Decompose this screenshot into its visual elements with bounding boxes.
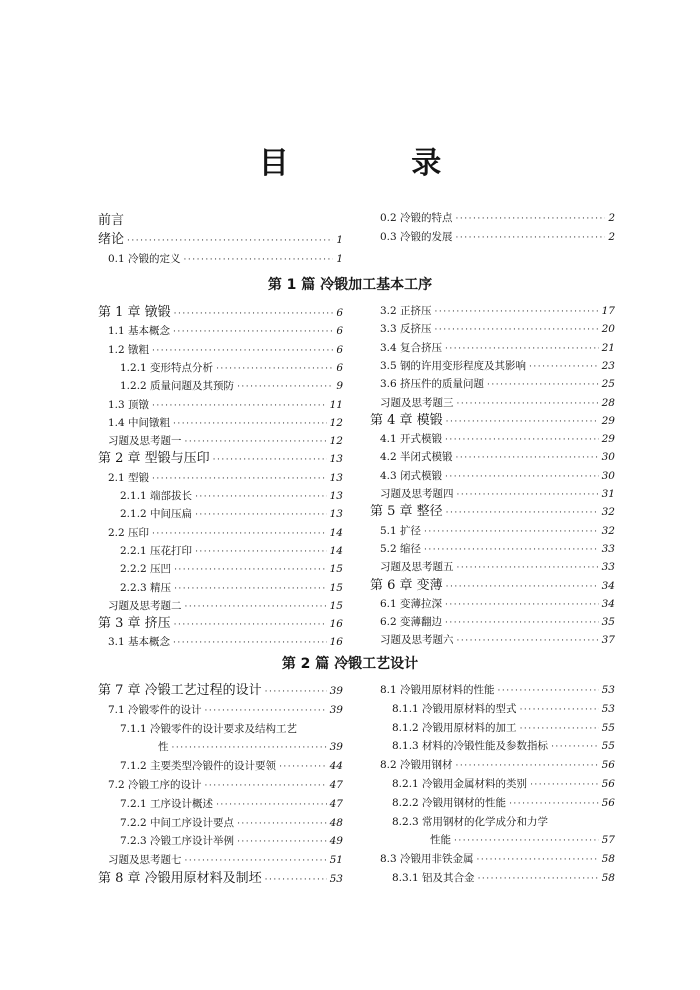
toc-chapter-entry [98, 452, 343, 467]
toc-entry [392, 721, 615, 736]
toc-entry-label: 8.1.1 冷锻用原材料的型式 [392, 702, 517, 715]
toc-entry [120, 581, 343, 596]
toc-entry-label: 2.2.3 精压 [120, 581, 172, 594]
toc-leader-dots [205, 779, 327, 793]
toc-leader-dots [195, 490, 327, 504]
toc-entry-label: 3.1 基本概念 [108, 636, 171, 649]
toc-page-number: 53 [601, 702, 615, 715]
toc-entry [108, 853, 343, 868]
toc-entry-label: 2.2.1 压花打印 [120, 544, 193, 557]
toc-entry [380, 230, 615, 245]
toc-leader-dots [152, 399, 327, 413]
toc-entry [380, 450, 615, 465]
toc-page-number: 56 [601, 778, 615, 790]
toc-leader-dots [279, 760, 327, 774]
toc-page-number: 33 [601, 542, 615, 555]
toc-page-number: 14 [329, 526, 343, 539]
toc-leader-dots [127, 234, 333, 248]
toc-page-number: 32 [601, 524, 615, 537]
toc-entry-label: 3.6 挤压件的质量问题 [380, 378, 485, 391]
toc-entry-label: 2.2.2 压凹 [120, 563, 172, 576]
toc-leader-dots [173, 325, 333, 339]
toc-page-number: 35 [601, 616, 615, 629]
toc-entry-label: 3.2 正挤压 [380, 305, 432, 317]
toc-entry [380, 359, 615, 374]
toc-page-number: 58 [601, 853, 615, 866]
toc-entry [380, 487, 615, 502]
toc-entry-label: 性能 [430, 834, 451, 847]
toc-entry [108, 526, 343, 541]
toc-chapter-entry [98, 617, 343, 632]
toc-entry-label: 习题及思考题三 [380, 396, 454, 409]
toc-leader-dots [445, 616, 599, 630]
toc-entry-label: 习题及思考题五 [380, 561, 454, 574]
toc-entry-label: 7.1.1 冷锻零件的设计要求及结构工艺 [120, 722, 298, 735]
toc-leader-dots [454, 834, 599, 848]
toc-entry-label: 2.2 压印 [108, 526, 150, 539]
toc-entry-label: 第 3 章 挤压 [98, 616, 171, 632]
toc-leader-dots [446, 415, 599, 429]
toc-leader-dots [551, 740, 599, 754]
toc-page-number: 15 [329, 599, 343, 612]
toc-chapter-entry [370, 414, 615, 429]
toc-page-number: 25 [601, 378, 615, 391]
toc-entry [108, 252, 343, 267]
toc-page-number: 37 [601, 634, 615, 647]
toc-leader-dots [174, 582, 327, 596]
toc-page-number: 16 [329, 636, 343, 649]
toc-leader-dots [152, 472, 327, 486]
toc-entry [108, 398, 343, 413]
toc-leader-dots [172, 741, 327, 755]
toc-page-number: 2 [608, 231, 615, 243]
toc-leader-dots [216, 362, 333, 376]
toc-page-number: 53 [601, 684, 615, 696]
toc-page-number: 53 [329, 873, 343, 885]
toc-page-number: 30 [601, 451, 615, 464]
toc-entry-label: 4.1 开式模锻 [380, 433, 443, 446]
toc-entry [380, 852, 615, 867]
toc-entry [380, 341, 615, 356]
toc-entry-label: 第 6 章 变薄 [370, 577, 443, 593]
toc-entry-label: 第 1 章 镦锻 [98, 305, 171, 320]
toc-chapter-entry [370, 579, 615, 594]
toc-page-number: 33 [601, 561, 615, 574]
toc-page-number: 49 [329, 835, 343, 848]
toc-leader-dots [173, 417, 327, 431]
toc-entry-label: 6.1 变薄拉深 [380, 597, 443, 610]
toc-entry [108, 778, 343, 793]
toc-leader-dots [530, 778, 599, 792]
toc-entry [120, 544, 343, 559]
toc-page-number: 44 [329, 760, 343, 773]
toc-entry [108, 599, 343, 614]
toc-leader-dots [174, 618, 327, 632]
toc-entry [120, 489, 343, 504]
toc-page-number: 20 [601, 323, 615, 336]
toc-entry-label: 绪论 [98, 232, 125, 247]
toc-leader-dots [265, 685, 327, 699]
toc-entry [380, 322, 615, 337]
toc-entry [380, 758, 615, 773]
toc-page-number: 11 [329, 398, 343, 411]
toc-leader-dots [173, 636, 327, 650]
toc-chapter-entry [98, 214, 343, 229]
toc-entry-label: 0.1 冷锻的定义 [108, 253, 181, 265]
toc-entry-label: 8.2.2 冷锻用钢材的性能 [392, 796, 507, 809]
toc-leader-dots [424, 543, 599, 557]
toc-page-number: 28 [601, 396, 615, 409]
toc-leader-dots [529, 360, 599, 374]
toc-entry-label: 0.2 冷锻的特点 [380, 212, 453, 224]
toc-page-number: 48 [329, 816, 343, 829]
toc-page-number: 47 [329, 797, 343, 810]
toc-page-number: 14 [329, 544, 343, 557]
toc-leader-dots [446, 580, 599, 594]
toc-page-number: 2 [608, 212, 615, 224]
toc-page-number: 31 [601, 488, 615, 500]
toc-entry [108, 471, 343, 486]
toc-leader-dots [445, 598, 599, 612]
toc-entry [108, 416, 343, 431]
toc-entry [392, 777, 615, 792]
toc-leader-dots [152, 527, 327, 541]
toc-entry [108, 434, 343, 449]
toc-page-number: 16 [329, 618, 343, 631]
toc-leader-dots [445, 342, 599, 356]
toc-leader-dots [237, 817, 327, 831]
toc-entry-label: 8.1 冷锻用原材料的性能 [380, 684, 495, 696]
toc-leader-dots [456, 212, 606, 226]
toc-chapter-entry [98, 233, 343, 248]
toc-leader-dots [509, 797, 599, 811]
toc-entry-label: 2.1 型锻 [108, 471, 150, 484]
toc-leader-dots [265, 873, 327, 887]
toc-page-number: 56 [601, 796, 615, 809]
toc-entry [380, 542, 615, 557]
toc-entry [392, 796, 615, 811]
toc-entry [380, 432, 615, 447]
toc-leader-dots [152, 344, 333, 358]
toc-entry-label: 第 7 章 冷锻工艺过程的设计 [98, 683, 262, 698]
toc-page-number: 13 [329, 453, 343, 466]
toc-entry-label: 第 4 章 模锻 [370, 412, 443, 428]
toc-entry-label: 5.2 缩径 [380, 542, 422, 555]
toc-entry-label: 1.2.2 质量问题及其预防 [120, 380, 235, 393]
toc-entry-label: 4.3 闭式模锻 [380, 469, 443, 482]
toc-page-number: 56 [601, 759, 615, 772]
toc-entry-label: 1.2 镦粗 [108, 343, 150, 356]
toc-entry [380, 211, 615, 226]
toc-entry-label: 习题及思考题二 [108, 599, 182, 612]
toc-page-number: 6 [336, 325, 343, 338]
toc-entry-label: 3.5 钢的许用变形程度及其影响 [380, 359, 527, 372]
toc-leader-dots [445, 470, 599, 484]
toc-page-number: 13 [329, 471, 343, 484]
toc-entry [380, 560, 615, 575]
toc-page-number: 58 [601, 872, 615, 884]
toc-entry-label: 习题及思考题七 [108, 854, 182, 867]
toc-entry-label: 7.2 冷锻工序的设计 [108, 779, 202, 791]
toc-entry-label: 1.4 中间镦粗 [108, 416, 171, 429]
toc-leader-dots [435, 323, 599, 337]
toc-page-number: 1 [336, 253, 343, 265]
toc-page-number: 39 [329, 703, 343, 716]
toc-entry [380, 396, 615, 411]
toc-entry-label: 4.2 半闭式模锻 [380, 451, 453, 464]
toc-entry [392, 871, 615, 886]
toc-chapter-entry [98, 684, 343, 699]
toc-entry [120, 361, 343, 376]
toc-entry-label: 3.3 反挤压 [380, 323, 432, 336]
toc-entry-label: 8.1.3 材料的冷锻性能及参数指标 [392, 740, 549, 753]
toc-entry [120, 797, 343, 812]
toc-entry-label: 1.3 顶镦 [108, 398, 150, 411]
toc-entry [120, 759, 343, 774]
toc-entry [380, 683, 615, 698]
toc-leader-dots [456, 759, 599, 773]
toc-leader-dots [174, 563, 327, 577]
toc-leader-dots [213, 453, 327, 467]
toc-entry-label: 8.3 冷锻用非铁金属 [380, 853, 474, 866]
toc-entry [392, 739, 615, 754]
toc-page-number: 15 [329, 581, 343, 594]
toc-entry-label: 2.1.2 中间压扁 [120, 508, 193, 521]
toc-entry-label: 7.1.2 主要类型冷锻件的设计要领 [120, 760, 277, 773]
toc-page-number: 6 [336, 343, 343, 356]
toc-page-number: 12 [329, 416, 343, 429]
toc-entry-label: 3.4 复合挤压 [380, 341, 443, 354]
toc-page-number: 1 [336, 234, 343, 246]
toc-page-number: 32 [601, 506, 615, 519]
toc-page-number: 23 [601, 359, 615, 372]
toc-leader-dots [446, 506, 599, 520]
toc-entry-label: 第 5 章 整径 [370, 504, 443, 520]
toc-page-number: 29 [601, 414, 615, 427]
toc-page-number: 17 [601, 305, 615, 317]
toc-page-number: 34 [601, 597, 615, 610]
toc-entry [108, 635, 343, 650]
toc-page-number: 6 [336, 307, 343, 319]
toc-leader-dots [174, 307, 334, 321]
toc-entry [120, 834, 343, 849]
toc-entry [120, 379, 343, 394]
toc-leader-dots [457, 561, 599, 575]
toc-entry [380, 633, 615, 648]
toc-entry [380, 304, 615, 319]
toc-leader-dots [457, 397, 599, 411]
toc-leader-dots [237, 380, 333, 394]
toc-entry-label: 8.2 冷锻用钢材 [380, 759, 453, 772]
toc-page-number: 57 [601, 834, 615, 847]
toc-page-number: 29 [601, 433, 615, 446]
toc-entry-label: 第 2 章 型锻与压印 [98, 451, 210, 467]
toc-entry [380, 615, 615, 630]
part-1-title: 第 1 篇 冷锻加工基本工序 [267, 277, 433, 293]
toc-entry-label: 性 [158, 741, 169, 754]
toc-entry-label: 8.2.3 常用钢材的化学成分和力学 [392, 815, 549, 828]
toc-entry [120, 507, 343, 522]
toc-page-number: 9 [336, 380, 343, 393]
toc-entry-label: 5.1 扩径 [380, 524, 422, 537]
toc-entry-label: 第 8 章 冷锻用原材料及制坯 [98, 871, 262, 886]
toc-page-number: 30 [601, 469, 615, 482]
part-2-title: 第 2 篇 冷锻工艺设计 [281, 656, 419, 672]
toc-page-number: 55 [601, 740, 615, 753]
toc-entry-label: 7.2.2 中间工序设计要点 [120, 816, 235, 829]
toc-page-number: 6 [336, 361, 343, 374]
toc-chapter-entry [98, 306, 343, 321]
toc-leader-dots [435, 305, 599, 319]
toc-leader-dots [185, 600, 327, 614]
toc-entry-label: 7.1 冷锻零件的设计 [108, 703, 202, 716]
toc-entry [108, 703, 343, 718]
toc-entry [380, 524, 615, 539]
toc-entry [108, 324, 343, 339]
toc-entry [380, 377, 615, 392]
toc-entry [120, 562, 343, 577]
toc-page-number: 21 [601, 341, 615, 354]
toc-entry [430, 833, 615, 848]
toc-leader-dots [456, 231, 606, 245]
toc-page-number: 13 [329, 508, 343, 521]
toc-entry-label: 7.2.1 工序设计概述 [120, 797, 214, 810]
toc-entry [392, 702, 615, 717]
toc-page-number: 34 [601, 579, 615, 592]
toc-entry-label: 8.2.1 冷锻用金属材料的类别 [392, 778, 528, 790]
toc-page-number: 12 [329, 435, 343, 448]
toc-entry [380, 469, 615, 484]
toc-leader-dots [478, 872, 599, 886]
toc-leader-dots [487, 378, 599, 392]
toc-entry [120, 816, 343, 831]
toc-entry-label: 8.3.1 铝及其合金 [392, 872, 475, 884]
toc-leader-dots [185, 854, 327, 868]
toc-leader-dots [445, 433, 599, 447]
toc-entry-label: 习题及思考题六 [380, 634, 454, 647]
toc-leader-dots [195, 545, 327, 559]
toc-entry [158, 740, 343, 755]
toc-leader-dots [457, 634, 599, 648]
toc-page-number: 47 [329, 779, 343, 791]
toc-page-number: 55 [601, 721, 615, 734]
toc-entry-label: 1.1 基本概念 [108, 325, 171, 338]
toc-page-number: 51 [329, 854, 343, 867]
toc-leader-dots [520, 722, 599, 736]
toc-leader-dots [184, 253, 334, 267]
toc-entry [120, 722, 343, 737]
toc-entry-label: 8.1.2 冷锻用原材料的加工 [392, 721, 517, 734]
toc-leader-dots [237, 835, 327, 849]
toc-entry [380, 597, 615, 612]
toc-leader-dots [520, 703, 599, 717]
toc-leader-dots [205, 704, 327, 718]
toc-leader-dots [216, 798, 327, 812]
toc-entry-label: 习题及思考题一 [108, 435, 182, 448]
toc-leader-dots [498, 684, 599, 698]
toc-chapter-entry [98, 872, 343, 887]
toc-entry-label: 6.2 变薄翻边 [380, 616, 443, 629]
toc-page-number: 13 [329, 490, 343, 502]
toc-entry-label: 习题及思考题四 [380, 488, 454, 500]
toc-entry-label: 前言 [98, 213, 125, 228]
toc-chapter-entry [370, 505, 615, 520]
toc-entry-label: 2.1.1 端部拔长 [120, 490, 193, 502]
toc-entry-label: 1.2.1 变形特点分析 [120, 361, 214, 374]
toc-leader-dots [424, 525, 599, 539]
toc-leader-dots [456, 451, 599, 465]
toc-leader-dots [457, 488, 599, 502]
toc-leader-dots [195, 508, 327, 522]
toc-page-number: 39 [329, 741, 343, 754]
toc-entry-label: 7.2.3 冷锻工序设计举例 [120, 835, 235, 848]
toc-page-number: 15 [329, 563, 343, 576]
page-title: 目 录 [258, 146, 498, 181]
toc-entry-label: 0.3 冷锻的发展 [380, 231, 453, 243]
toc-leader-dots [185, 435, 327, 449]
toc-leader-dots [477, 853, 599, 867]
toc-entry [392, 815, 615, 830]
toc-entry [108, 343, 343, 358]
toc-page-number: 39 [329, 685, 343, 697]
